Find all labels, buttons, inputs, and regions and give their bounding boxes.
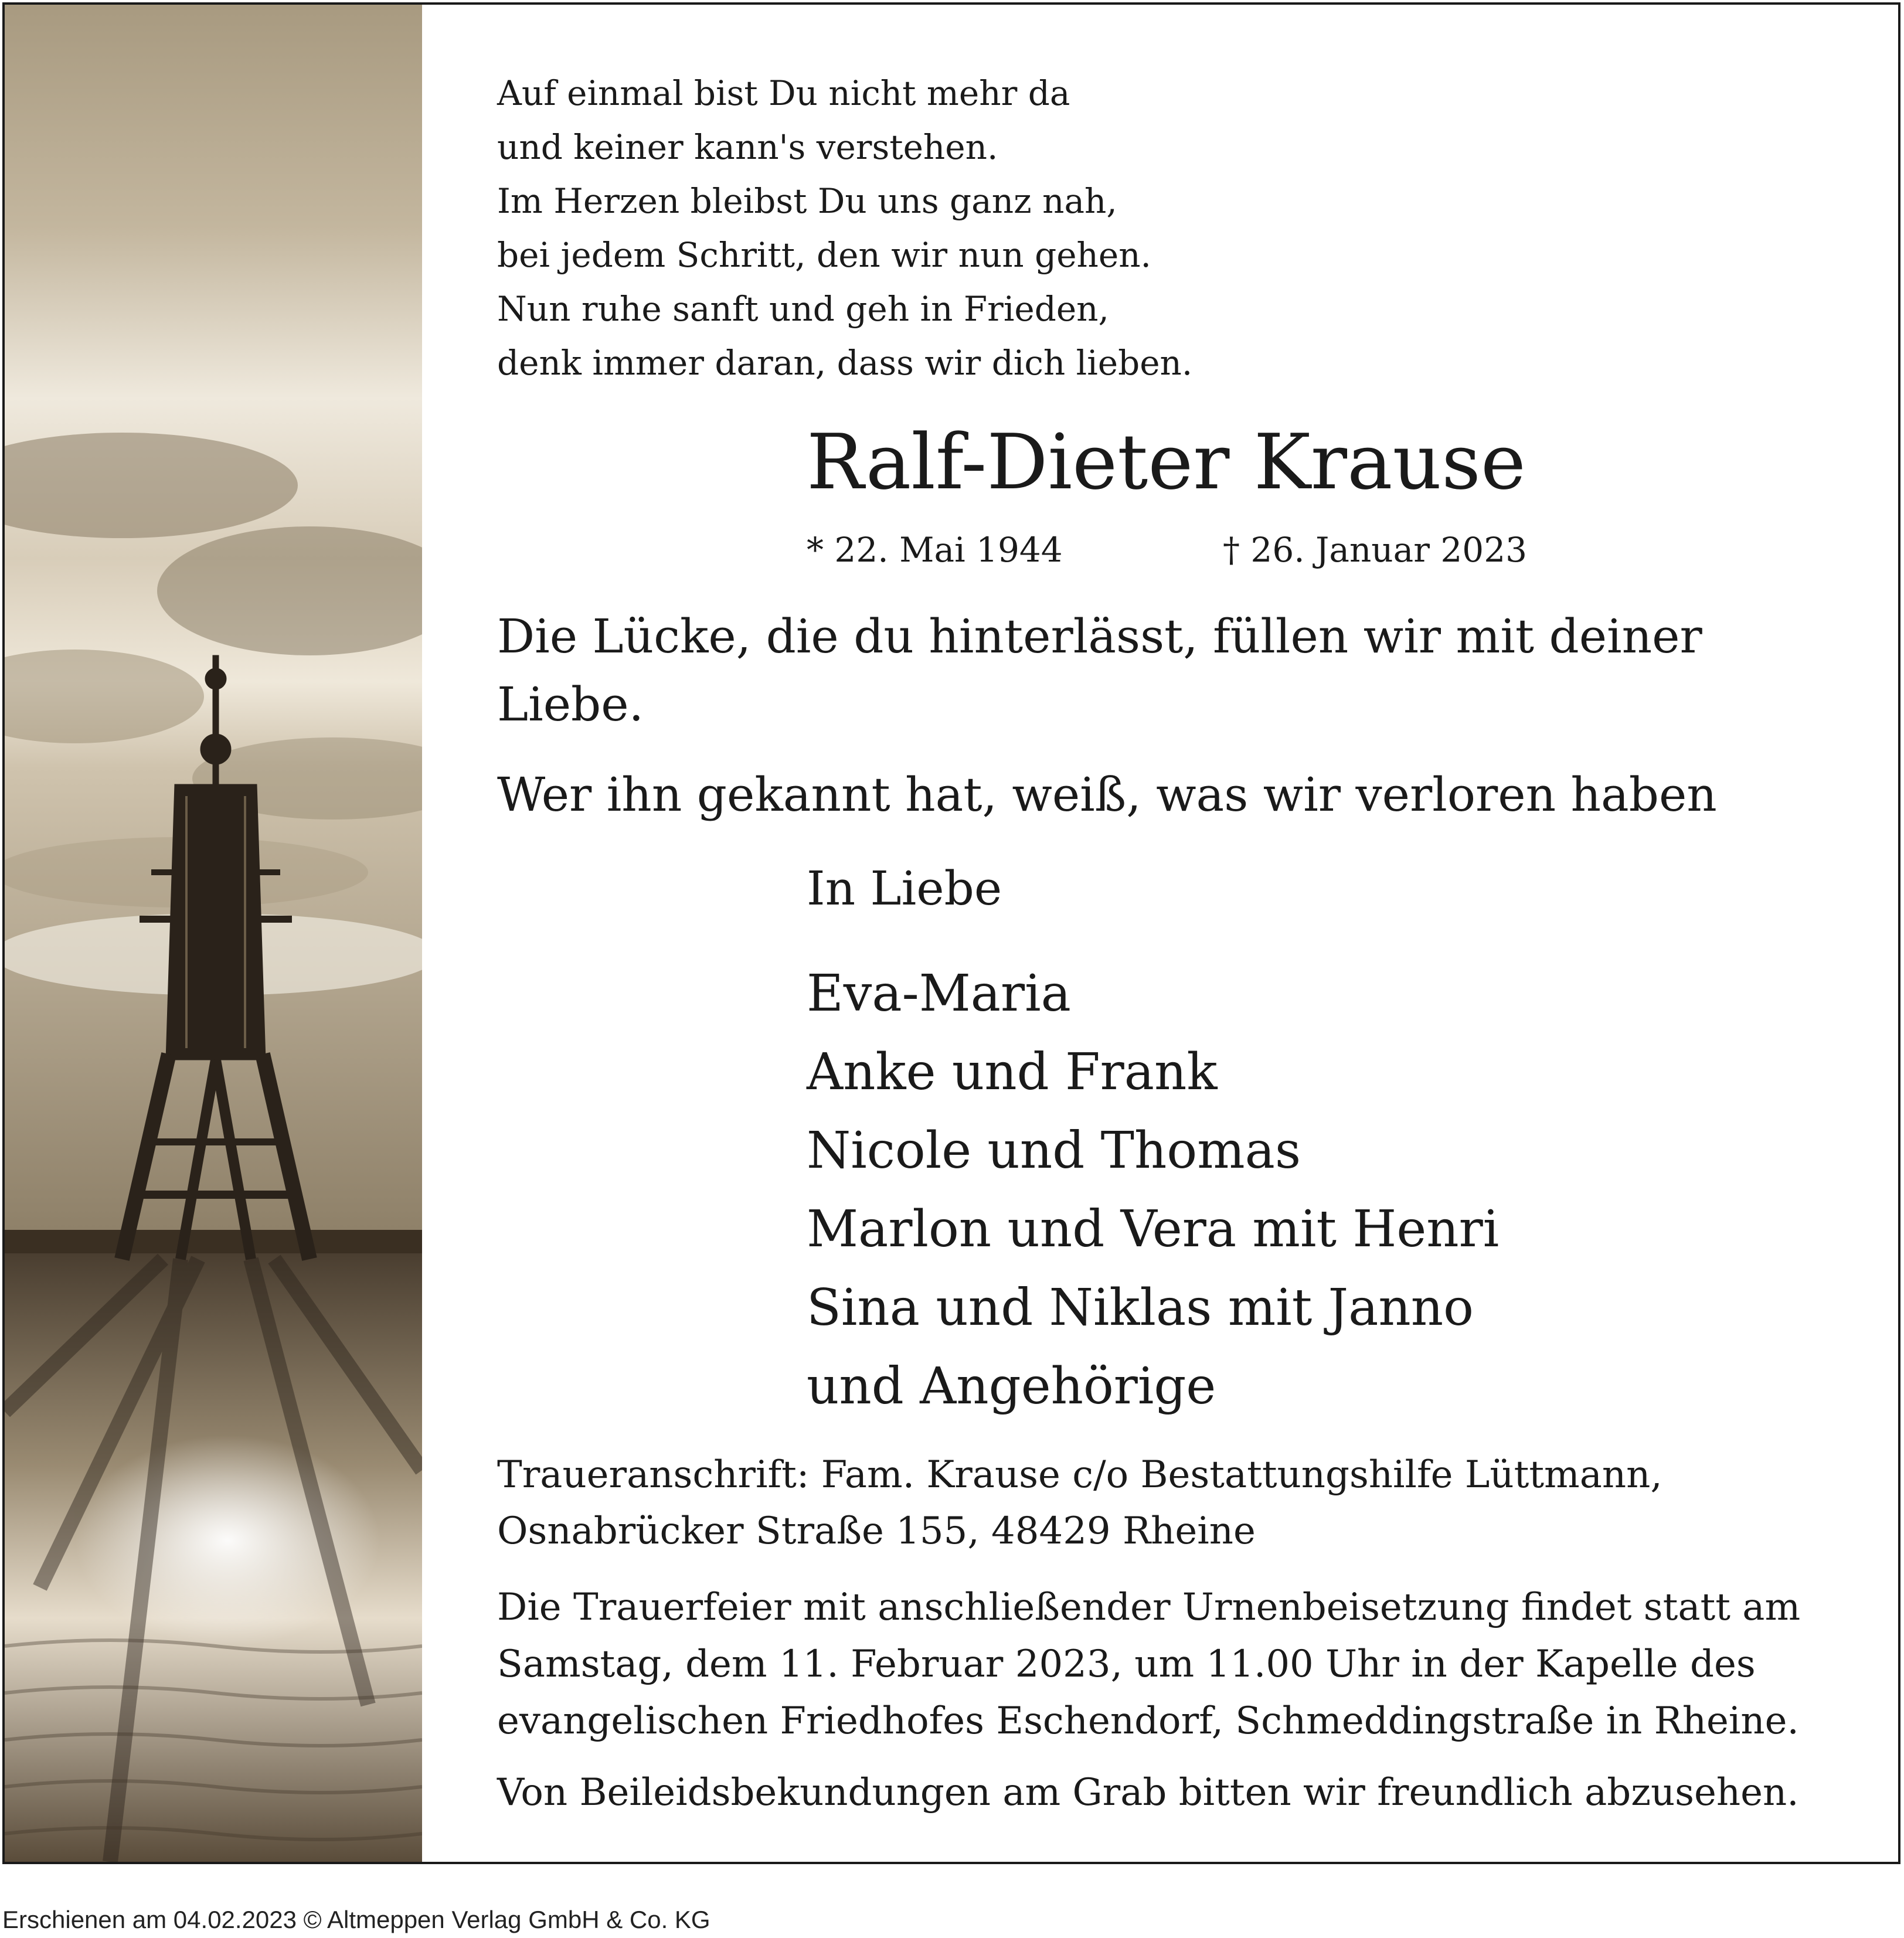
family-intro: In Liebe	[807, 861, 1002, 916]
ceremony-line: Die Trauerfeier mit anschließender Urnenbeisetzung findet statt am	[497, 1586, 1801, 1629]
poem	[497, 66, 1192, 390]
ceremony-info	[497, 1579, 1800, 1750]
deceased-name: Ralf-Dieter Krause	[807, 417, 1526, 506]
poem-line: Nun ruhe sanft und geh in Frieden,	[497, 289, 1109, 329]
family-member: Nicole und Thomas	[807, 1121, 1301, 1180]
poem-line: Auf einmal bist Du nicht mehr da	[497, 73, 1070, 113]
family-member: Sina und Niklas mit Janno	[807, 1279, 1474, 1337]
birth-date: * 22. Mai 1944	[807, 530, 1063, 570]
poem-line: bei jedem Schritt, den wir nun gehen.	[497, 235, 1151, 275]
poem-line: Im Herzen bleibst Du uns ganz nah,	[497, 181, 1117, 221]
ceremony-line: Samstag, dem 11. Februar 2023, um 11.00 Uhr in der Kapelle des	[497, 1643, 1756, 1686]
address-line: Traueranschrift: Fam. Krause c/o Bestattungshilfe Lüttmann,	[497, 1453, 1662, 1497]
family-member: und Angehörige	[807, 1357, 1216, 1416]
family-member: Eva-Maria	[807, 964, 1071, 1023]
memorial-sentence: Wer ihn gekannt hat, weiß, was wir verloren haben	[497, 767, 1717, 822]
notice-content	[497, 5, 1892, 1862]
ceremony-line: evangelischen Friedhofes Eschendorf, Schmeddingstraße in Rheine.	[497, 1699, 1799, 1743]
condolence-note: Von Beileidsbekundungen am Grab bitten wir freundlich abzusehen.	[497, 1771, 1799, 1814]
poem-line: denk immer daran, dass wir dich lieben.	[497, 343, 1193, 383]
beacon-icon	[5, 5, 422, 1862]
mourning-address	[497, 1447, 1662, 1559]
poem-line: und keiner kann's verstehen.	[497, 127, 998, 167]
address-line: Osnabrücker Straße 155, 48429 Rheine	[497, 1509, 1256, 1553]
family-list	[807, 954, 1499, 1426]
family-member: Anke und Frank	[807, 1043, 1218, 1101]
memorial-sentence: Die Lücke, die du hinterlässt, füllen wir mit deiner Liebe.	[497, 609, 1702, 732]
publication-footer: Erschienen am 04.02.2023 © Altmeppen Verlag GmbH & Co. KG	[2, 1906, 710, 1933]
family-member: Marlon und Vera mit Henri	[807, 1200, 1500, 1259]
sepia-photo	[5, 5, 422, 1862]
death-date: † 26. Januar 2023	[1223, 530, 1527, 570]
obituary-notice	[2, 2, 1900, 1864]
